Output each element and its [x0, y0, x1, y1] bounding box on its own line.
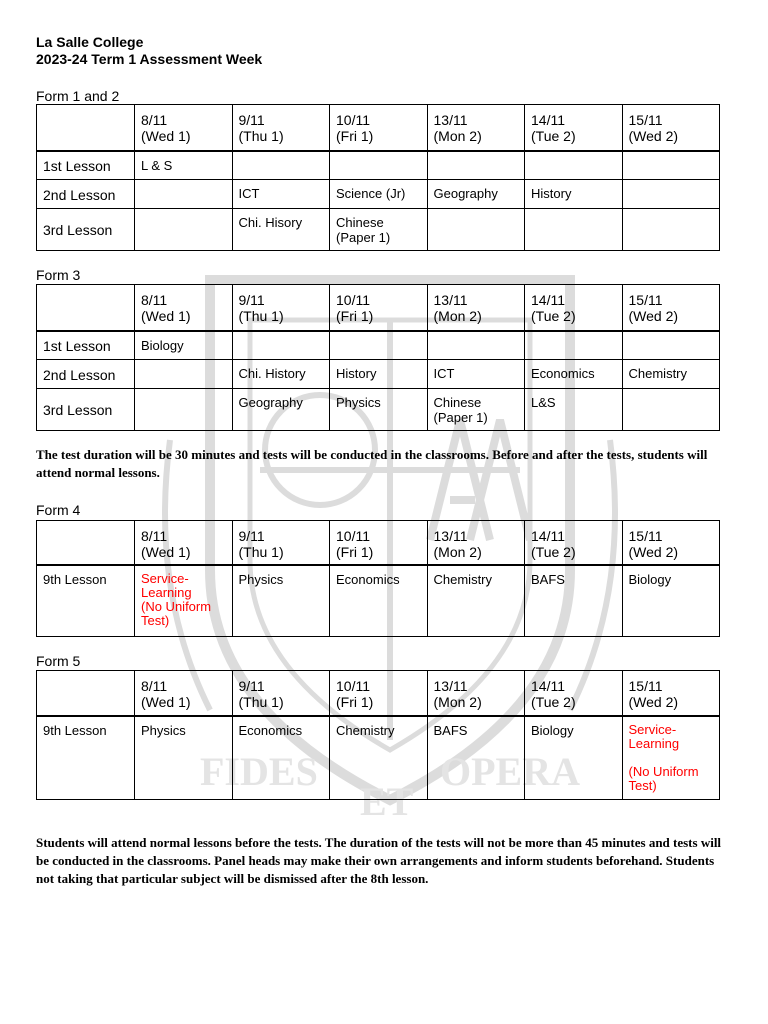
date-cell: 15/11 (Wed 2)	[622, 671, 720, 716]
watermark-motto-1: FIDES	[200, 749, 318, 794]
date-cell: 13/11 (Mon 2)	[427, 671, 525, 716]
table-cell	[525, 151, 623, 180]
table-cell	[135, 209, 233, 251]
date-cell: 10/11 (Fri 1)	[330, 521, 428, 566]
lesson-label: 9th Lesson	[37, 716, 135, 800]
table-cell	[135, 389, 233, 431]
table-cell: Economics	[330, 565, 428, 636]
form3-label: Form 3	[36, 267, 81, 283]
arrangements-note: Students will attend normal lessons before the tests. The duration of the tests will not be more than 45 minutes and tests will be conducted in the classrooms. Panel heads may make their own arrangements and inform students beforehand. Students not taking that particular subject will be dismissed after the 8th lesson.	[36, 835, 722, 886]
table-row	[37, 209, 720, 251]
form5-label: Form 5	[36, 653, 81, 669]
table-header-row	[37, 285, 720, 331]
date-cell: 14/11 (Tue 2)	[525, 285, 623, 331]
table-row	[37, 360, 720, 389]
table-cell: Geography	[427, 180, 525, 209]
table-cell: Chemistry	[330, 716, 428, 800]
table-cell	[622, 331, 720, 360]
table-cell	[622, 151, 720, 180]
table-header-row	[37, 671, 720, 716]
table-cell: History	[525, 180, 623, 209]
table-row	[37, 389, 720, 431]
table-cell: Chi. Hisory	[232, 209, 330, 251]
date-cell: 10/11 (Fri 1)	[330, 671, 428, 716]
table-cell: Chi. History	[232, 360, 330, 389]
date-cell: 14/11 (Tue 2)	[525, 105, 623, 151]
date-cell: 13/11 (Mon 2)	[427, 521, 525, 566]
school-name: La Salle College	[36, 34, 144, 50]
table-cell: History	[330, 360, 428, 389]
table-cell	[525, 209, 623, 251]
lesson-label: 1st Lesson	[37, 151, 135, 180]
table-cell: Physics	[232, 565, 330, 636]
table-cell: Chinese (Paper 1)	[427, 389, 525, 431]
date-cell: 14/11 (Tue 2)	[525, 671, 623, 716]
form12-label: Form 1 and 2	[36, 88, 120, 104]
date-cell: 9/11 (Thu 1)	[232, 285, 330, 331]
test-duration-note: The test duration will be 30 minutes and tests will be conducted in the classrooms. Before and after the tests, students will attend normal lessons.	[36, 447, 708, 480]
table-cell	[330, 331, 428, 360]
table-cell: ICT	[232, 180, 330, 209]
table-row	[37, 331, 720, 360]
table-row	[37, 180, 720, 209]
table-cell	[427, 209, 525, 251]
table-row	[37, 151, 720, 180]
table-cell: Physics	[330, 389, 428, 431]
form12-table	[36, 104, 720, 251]
table-row	[37, 565, 720, 636]
lesson-label: 3rd Lesson	[37, 389, 135, 431]
date-cell: 8/11 (Wed 1)	[135, 105, 233, 151]
table-cell: L & S	[135, 151, 233, 180]
table-cell	[232, 151, 330, 180]
table-cell: Chemistry	[427, 565, 525, 636]
form5-table	[36, 670, 720, 800]
table-cell	[622, 389, 720, 431]
lesson-label: 2nd Lesson	[37, 180, 135, 209]
corner-cell	[37, 521, 135, 566]
date-cell: 14/11 (Tue 2)	[525, 521, 623, 566]
table-cell: Biology	[525, 716, 623, 800]
watermark-motto-2: ET	[360, 779, 414, 824]
date-cell: 15/11 (Wed 2)	[622, 521, 720, 566]
date-cell: 9/11 (Thu 1)	[232, 521, 330, 566]
form4-label: Form 4	[36, 502, 81, 518]
date-cell: 10/11 (Fri 1)	[330, 285, 428, 331]
table-cell	[525, 331, 623, 360]
corner-cell	[37, 671, 135, 716]
date-cell: 9/11 (Thu 1)	[232, 671, 330, 716]
table-cell	[622, 180, 720, 209]
corner-cell	[37, 285, 135, 331]
lesson-label: 9th Lesson	[37, 565, 135, 636]
table-cell: L&S	[525, 389, 623, 431]
watermark-motto-3: OPERA	[440, 749, 580, 794]
date-cell: 13/11 (Mon 2)	[427, 285, 525, 331]
service-learning-cell: Service- Learning (No Uniform Test)	[622, 716, 720, 800]
table-cell	[427, 151, 525, 180]
table-cell: Physics	[135, 716, 233, 800]
form3-table	[36, 284, 720, 431]
page-title: 2023-24 Term 1 Assessment Week	[36, 51, 263, 67]
table-cell	[232, 331, 330, 360]
date-cell: 8/11 (Wed 1)	[135, 671, 233, 716]
date-cell: 8/11 (Wed 1)	[135, 285, 233, 331]
table-cell	[330, 151, 428, 180]
date-cell: 9/11 (Thu 1)	[232, 105, 330, 151]
table-cell	[427, 331, 525, 360]
table-cell: Biology	[135, 331, 233, 360]
table-cell: Geography	[232, 389, 330, 431]
form4-table	[36, 520, 720, 637]
table-cell: BAFS	[525, 565, 623, 636]
table-cell	[135, 180, 233, 209]
table-cell: Chinese (Paper 1)	[330, 209, 428, 251]
date-cell: 8/11 (Wed 1)	[135, 521, 233, 566]
table-cell: BAFS	[427, 716, 525, 800]
service-learning-cell: Service- Learning (No Uniform Test)	[135, 565, 233, 636]
lesson-label: 3rd Lesson	[37, 209, 135, 251]
date-cell: 13/11 (Mon 2)	[427, 105, 525, 151]
table-cell: Economics	[525, 360, 623, 389]
table-cell: Chemistry	[622, 360, 720, 389]
table-cell: Biology	[622, 565, 720, 636]
table-header-row	[37, 105, 720, 151]
table-header-row	[37, 521, 720, 566]
table-cell: ICT	[427, 360, 525, 389]
corner-cell	[37, 105, 135, 151]
lesson-label: 1st Lesson	[37, 331, 135, 360]
table-row	[37, 716, 720, 800]
date-cell: 15/11 (Wed 2)	[622, 285, 720, 331]
lesson-label: 2nd Lesson	[37, 360, 135, 389]
date-cell: 15/11 (Wed 2)	[622, 105, 720, 151]
table-cell	[622, 209, 720, 251]
table-cell	[135, 360, 233, 389]
table-cell: Science (Jr)	[330, 180, 428, 209]
table-cell: Economics	[232, 716, 330, 800]
date-cell: 10/11 (Fri 1)	[330, 105, 428, 151]
